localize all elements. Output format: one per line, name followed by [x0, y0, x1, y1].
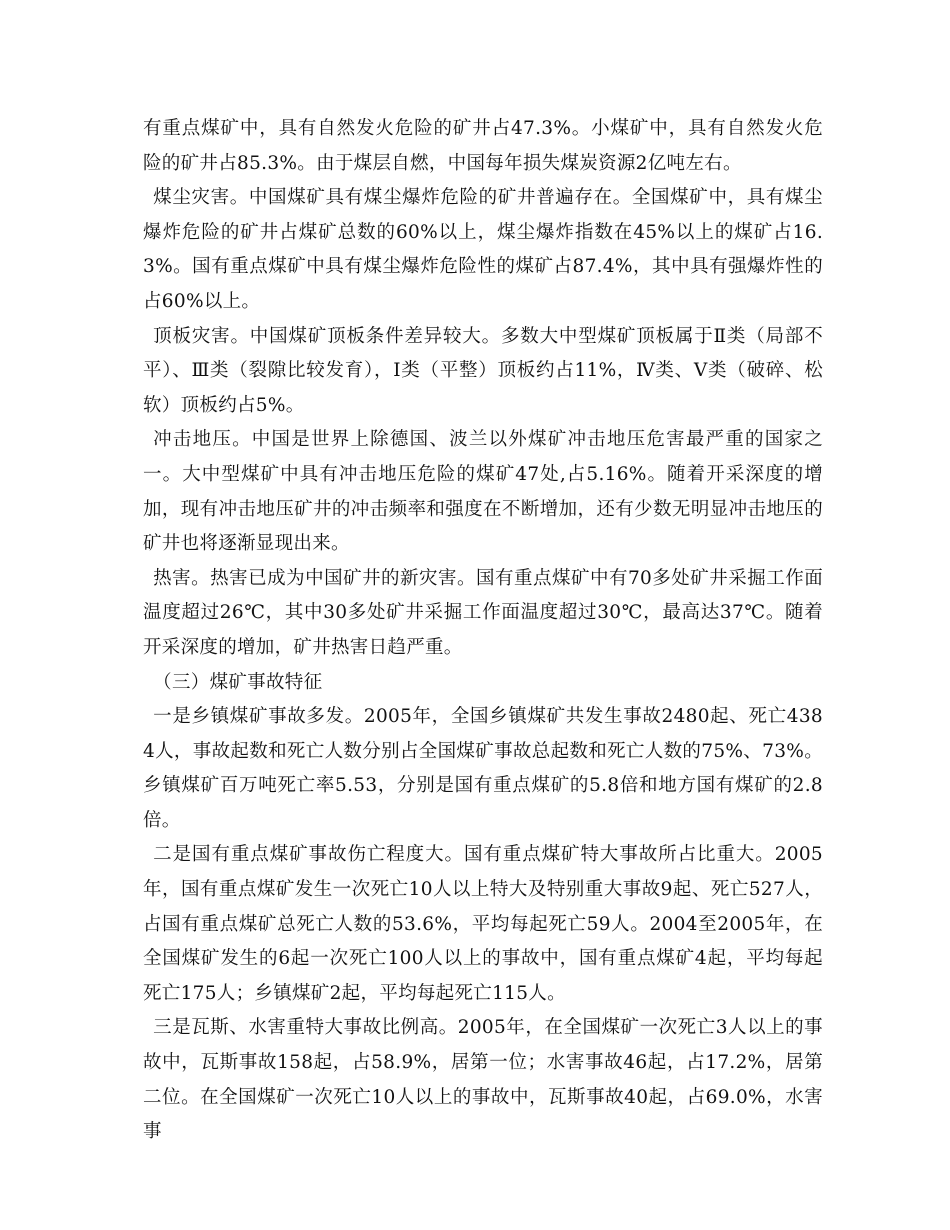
paragraph-gas-water-accidents: 三是瓦斯、水害重特大事故比例高。2005年，在全国煤矿一次死亡3人以上的事故中，瓦斯事故158起，占58.9%，居第一位；水害事故46起，占17.2%，居第二位。在全国煤矿一次死亡10人以上的事故中，瓦斯事故40起，占69.0%，水害事 — [143, 1017, 823, 1143]
paragraph-heat-hazard: 热害。热害已成为中国矿井的新灾害。国有重点煤矿中有70多处矿井采掘工作面温度超过26℃，其中30多处矿井采掘工作面温度超过30℃，最高达37℃。随着开采深度的增加，矿井热害日趋严重。 — [143, 567, 823, 658]
section-heading-accident-features: （三）煤矿事故特征 — [153, 671, 323, 693]
paragraph-roof-hazard: 顶板灾害。中国煤矿顶板条件差异较大。多数大中型煤矿顶板属于Ⅱ类（局部不平）、Ⅲ类（裂隙比较发育），Ⅰ类（平整）顶板约占11%，Ⅳ类、Ⅴ类（破碎、松软）顶板约占5%。 — [143, 325, 823, 416]
paragraph-state-key-mines: 二是国有重点煤矿事故伤亡程度大。国有重点煤矿特大事故所占比重大。2005年，国有重点煤矿发生一次死亡10人以上特大及特别重大事故9起、死亡527人，占国有重点煤矿总死亡人数的53.6%，平均每起死亡59人。2004至2005年，在全国煤矿发生的6起一次死亡100人以上的事故中，国有重点煤矿4起，平均每起死亡175人；乡镇煤矿2起，平均每起死亡115人。 — [143, 844, 823, 1004]
document-body — [143, 112, 823, 1150]
paragraph-spontaneous-combustion: 有重点煤矿中，具有自然发火危险的矿井占47.3%。小煤矿中，具有自然发火危险的矿井占85.3%。由于煤层自燃，中国每年损失煤炭资源2亿吨左右。 — [143, 118, 823, 174]
paragraph-township-mines: 一是乡镇煤矿事故多发。2005年，全国乡镇煤矿共发生事故2480起、死亡4384人，事故起数和死亡人数分别占全国煤矿事故总起数和死亡人数的75%、73%。乡镇煤矿百万吨死亡率5.53，分别是国有重点煤矿的5.8倍和地方国有煤矿的2.8倍。 — [143, 706, 823, 831]
paragraph-rock-burst: 冲击地压。中国是世界上除德国、波兰以外煤矿冲击地压危害最严重的国家之一。大中型煤矿中具有冲击地压危险的煤矿47处,占5.16%。随着开采深度的增加，现有冲击地压矿井的冲击频率和强度在不断增加，还有少数无明显冲击地压的矿井也将逐渐显现出来。 — [143, 429, 823, 555]
paragraph-coal-dust: 煤尘灾害。中国煤矿具有煤尘爆炸危险的矿井普遍存在。全国煤矿中，具有煤尘爆炸危险的矿井占煤矿总数的60%以上，煤尘爆炸指数在45%以上的煤矿占16.3%。国有重点煤矿中具有煤尘爆炸危险性的煤矿占87.4%，其中具有强爆炸性的占60%以上。 — [143, 187, 823, 312]
